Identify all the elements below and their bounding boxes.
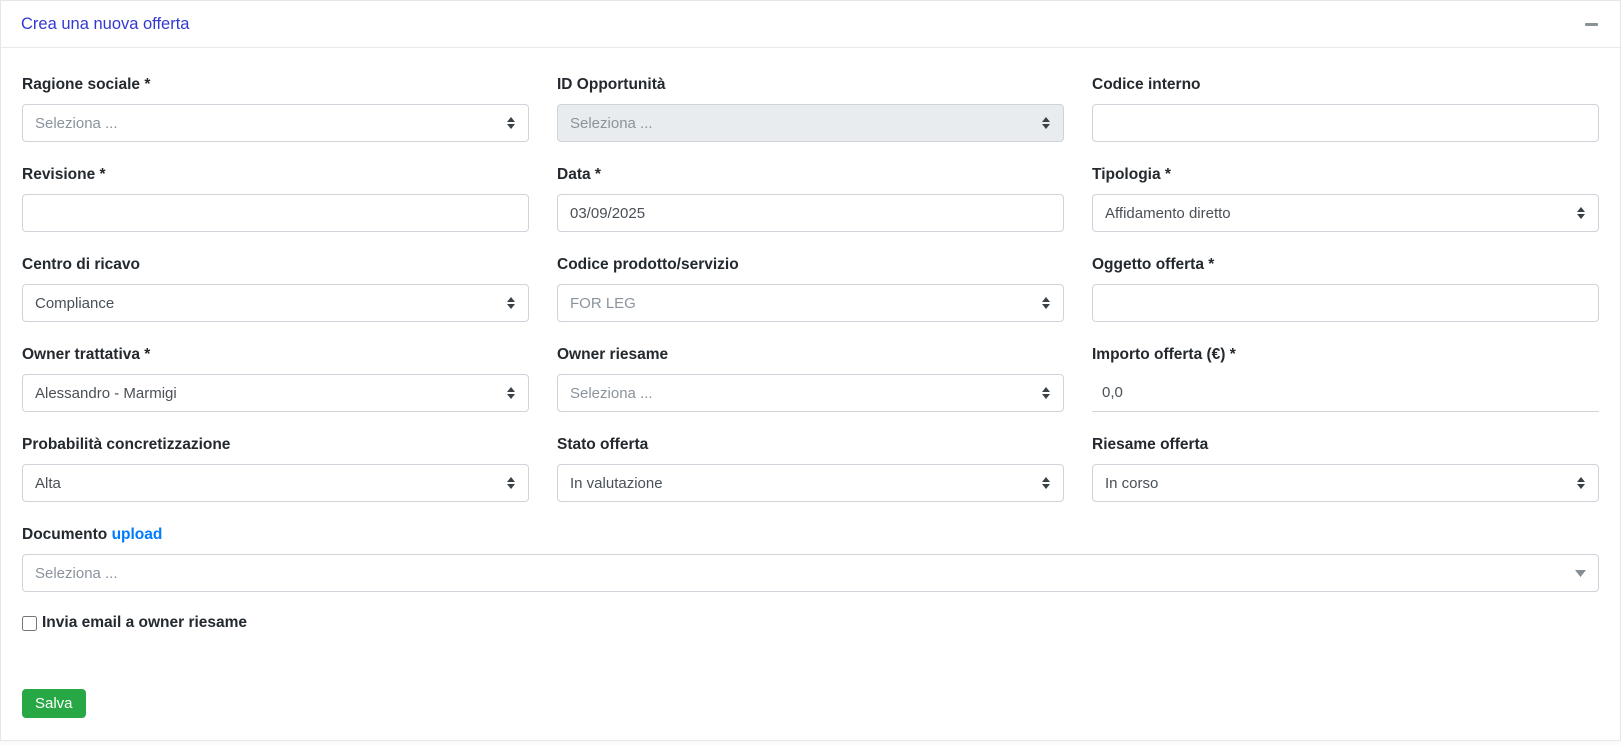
up-down-arrows-icon — [506, 387, 516, 399]
importo-offerta-label: Importo offerta (€) * — [1092, 346, 1236, 363]
field-data — [557, 164, 1064, 232]
id-opportunita-label: ID Opportunità — [557, 76, 666, 93]
documento-select[interactable]: Seleziona ... — [22, 554, 1599, 592]
owner-riesame-label: Owner riesame — [557, 346, 669, 363]
ragione-sociale-label: Ragione sociale * — [22, 76, 151, 93]
codice-prodotto-label: Codice prodotto/servizio — [557, 256, 739, 273]
field-ragione-sociale — [22, 74, 529, 142]
up-down-arrows-icon — [506, 477, 516, 489]
up-down-arrows-icon — [1041, 117, 1051, 129]
tipologia-label: Tipologia * — [1092, 166, 1171, 183]
stato-offerta-label: Stato offerta — [557, 436, 649, 453]
stato-offerta-select[interactable]: In valutazione — [557, 464, 1064, 502]
up-down-arrows-icon — [1041, 477, 1051, 489]
probabilita-select[interactable]: Alta — [22, 464, 529, 502]
revisione-label: Revisione * — [22, 166, 106, 183]
data-label: Data * — [557, 166, 601, 183]
panel-body — [1, 48, 1620, 728]
importo-offerta-input[interactable] — [1092, 374, 1599, 412]
field-codice-interno — [1092, 74, 1599, 142]
minus-icon — [1585, 23, 1598, 26]
field-documento — [22, 524, 1599, 592]
panel-header — [1, 1, 1620, 48]
centro-di-ricavo-select[interactable]: Compliance — [22, 284, 529, 322]
field-riesame-offerta — [1092, 434, 1599, 502]
collapse-button[interactable] — [1583, 17, 1600, 32]
revisione-input[interactable] — [22, 194, 529, 232]
up-down-arrows-icon — [1041, 297, 1051, 309]
invia-email-row — [22, 614, 1599, 632]
codice-prodotto-select[interactable]: FOR LEG — [557, 284, 1064, 322]
probabilita-label: Probabilità concretizzazione — [22, 436, 231, 453]
field-oggetto-offerta — [1092, 254, 1599, 322]
oggetto-offerta-label: Oggetto offerta * — [1092, 256, 1215, 273]
up-down-arrows-icon — [1576, 477, 1586, 489]
field-importo-offerta — [1092, 344, 1599, 412]
centro-di-ricavo-label: Centro di ricavo — [22, 256, 140, 273]
up-down-arrows-icon — [1576, 207, 1586, 219]
data-input[interactable] — [557, 194, 1064, 232]
oggetto-offerta-input[interactable] — [1092, 284, 1599, 322]
riesame-offerta-select[interactable]: In corso — [1092, 464, 1599, 502]
field-codice-prodotto — [557, 254, 1064, 322]
form-grid — [22, 74, 1599, 524]
field-stato-offerta — [557, 434, 1064, 502]
field-centro-di-ricavo — [22, 254, 529, 322]
upload-link[interactable]: upload — [111, 526, 163, 543]
tipologia-select[interactable]: Affidamento diretto — [1092, 194, 1599, 232]
field-owner-trattativa — [22, 344, 529, 412]
ragione-sociale-select[interactable]: Seleziona ... — [22, 104, 529, 142]
field-revisione — [22, 164, 529, 232]
owner-trattativa-label: Owner trattativa * — [22, 346, 151, 363]
up-down-arrows-icon — [506, 297, 516, 309]
invia-email-label: Invia email a owner riesame — [42, 614, 248, 631]
owner-trattativa-select[interactable]: Alessandro - Marmigi — [22, 374, 529, 412]
salva-button[interactable]: Salva — [22, 689, 86, 718]
codice-interno-input[interactable] — [1092, 104, 1599, 142]
field-tipologia — [1092, 164, 1599, 232]
field-id-opportunita — [557, 74, 1064, 142]
down-arrow-icon — [1575, 570, 1586, 577]
owner-riesame-select[interactable]: Seleziona ... — [557, 374, 1064, 412]
codice-interno-label: Codice interno — [1092, 76, 1201, 93]
up-down-arrows-icon — [1041, 387, 1051, 399]
panel-title[interactable]: Crea una nuova offerta — [21, 14, 190, 33]
invia-email-checkbox[interactable] — [22, 616, 37, 631]
id-opportunita-select: Seleziona ... — [557, 104, 1064, 142]
riesame-offerta-label: Riesame offerta — [1092, 436, 1209, 453]
field-probabilita — [22, 434, 529, 502]
field-owner-riesame — [557, 344, 1064, 412]
up-down-arrows-icon — [506, 117, 516, 129]
documento-label: Documento upload — [22, 526, 163, 543]
